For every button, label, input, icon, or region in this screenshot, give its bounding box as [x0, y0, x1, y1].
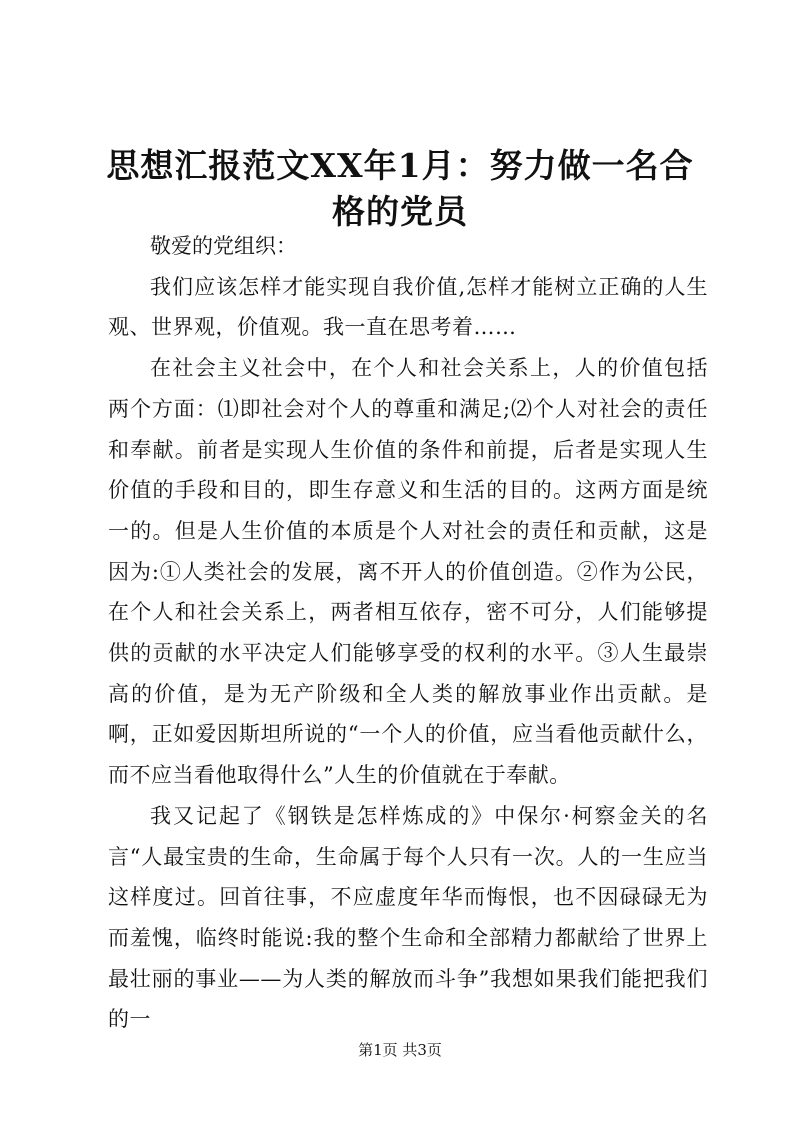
salutation: 敬爱的党组织：: [150, 234, 297, 258]
paragraph-1: 我们应该怎样才能实现自我价值,怎样才能树立正确的人生观、世界观，价值观。我一直在思考着……: [108, 274, 708, 340]
page-footer: 第1页 共3页: [358, 1041, 442, 1059]
paragraph-2: 在社会主义社会中，在个人和社会关系上，人的价值包括两个方面：⑴即社会对个人的尊重和满足;⑵个人对社会的责任和奉献。前者是实现人生价值的条件和前提，后者是实现人生价值的手段和目的，即生存意义和生活的目的。这两方面是统一的。但是人生价值的本质是个人对社会的责任和贡献，这是因为:①人类社会的发展，离不开人的价值创造。②作为公民，在个人和社会关系上，两者相互依存，密不可分，人们能够提供的贡献的水平决定人们能够享受的权利的水平。③人生最崇高的价值，是为无产阶级和全人类的解放事业作出贡献。是啊，正如爱因斯坦所说的“一个人的价值，应当看他贡献什么，而不应当看他取得什么”人生的价值就在于奉献。: [108, 356, 708, 788]
paragraph-3: 我又记起了《钢铁是怎样炼成的》中保尔·柯察金关的名言“人最宝贵的生命，生命属于每个人只有一次。人的一生应当这样度过。回首往事，不应虚度年华而悔恨，也不因碌碌无为而羞愧，临终时能说:我的整个生命和全部精力都献给了世界上最壮丽的事业——为人类的解放而斗争”我想如果我们能把我们的一: [108, 803, 708, 1032]
document-body: [108, 226, 708, 1040]
document-title: 思想汇报范文XX年1月：努力做一名合格的党员: [106, 146, 694, 231]
